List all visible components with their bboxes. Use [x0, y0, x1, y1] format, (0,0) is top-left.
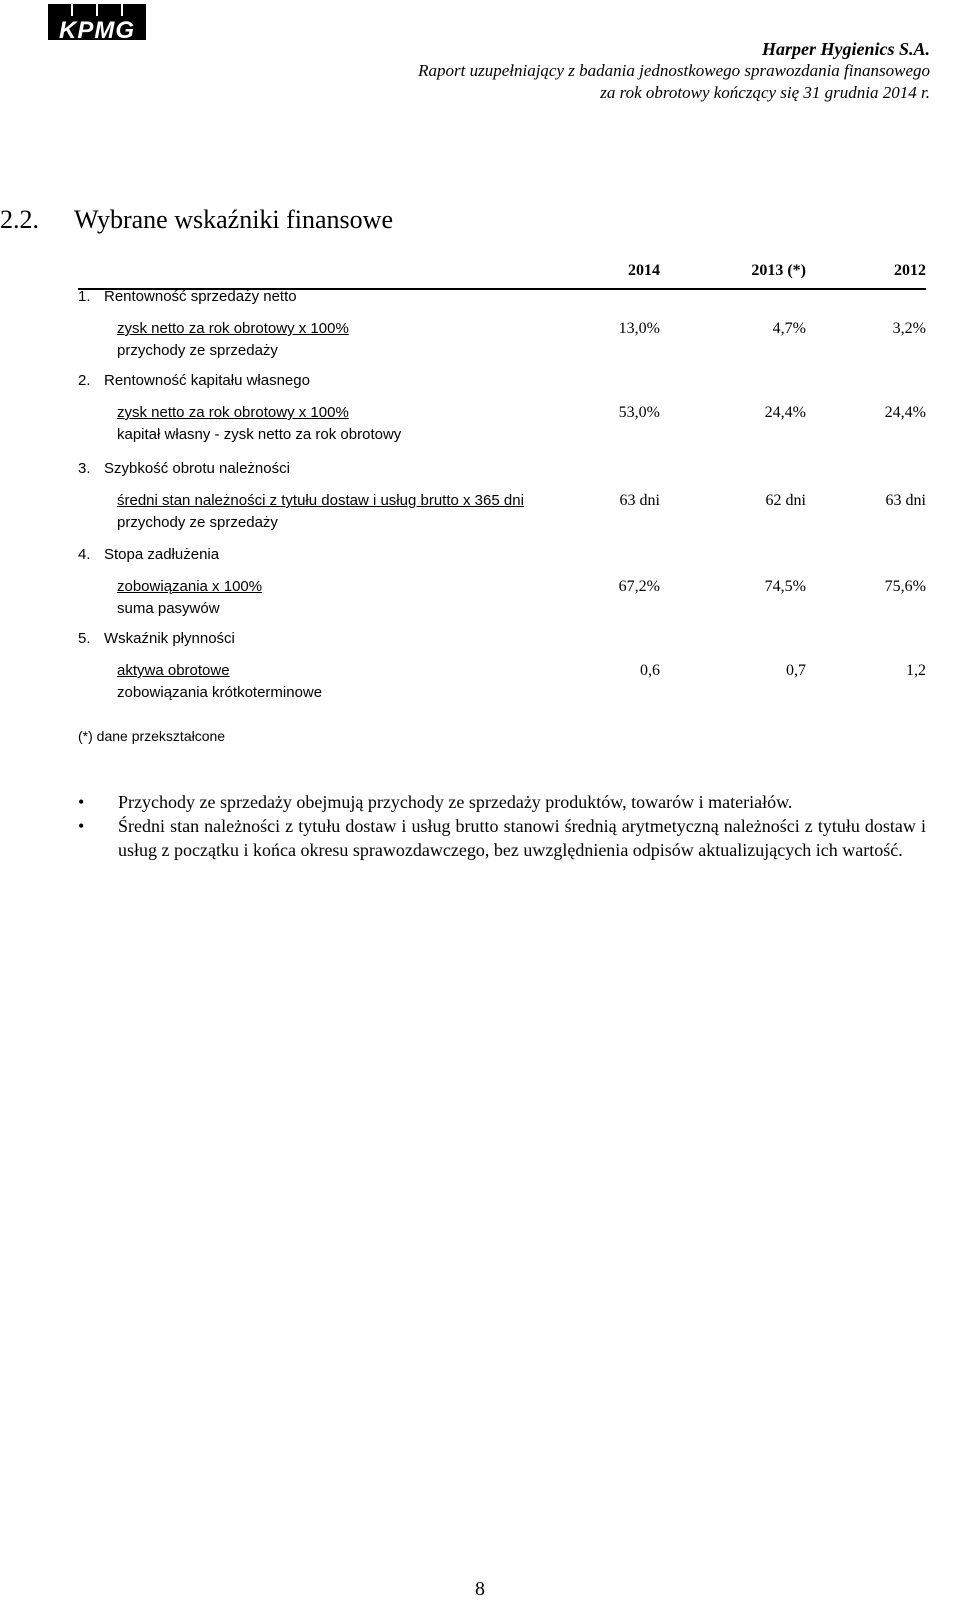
value-2013: 4,7%	[772, 320, 806, 337]
formula-denominator: suma pasywów	[117, 600, 220, 617]
company-name: Harper Hygienics S.A.	[761, 39, 930, 59]
bullet-text: Przychody ze sprzedaży obejmują przychody ze sprzedaży produktów, towarów i materiałów.	[118, 792, 793, 812]
ratio-number: 1.	[78, 288, 91, 305]
report-period: za rok obrotowy kończący się 31 grudnia 2014 r.	[600, 83, 930, 102]
ratio-values	[78, 662, 926, 684]
column-header-2012: 2012	[894, 262, 926, 279]
ratio-number: 4.	[78, 546, 91, 563]
value-2013: 74,5%	[764, 578, 806, 595]
ratio-name: Rentowność kapitału własnego	[104, 372, 310, 389]
ratio-name: Szybkość obrotu należności	[104, 460, 290, 477]
bullet-icon: •	[78, 792, 85, 812]
ratio-number: 3.	[78, 460, 91, 477]
value-2014: 0,6	[640, 662, 660, 679]
list-item	[78, 814, 926, 862]
bullet-text: Średni stan należności z tytułu dostaw i usług brutto stanowi średnią arytmetyczną należności z tytułu dostaw i usług z początku i końca okresu sprawozdawczego, bez uwzględnienia odpisów aktualizujących ich wartość.	[118, 816, 926, 860]
ratio-title	[78, 630, 235, 647]
formula-denominator: przychody ze sprzedaży	[117, 342, 278, 359]
value-2012: 3,2%	[892, 320, 926, 337]
list-item	[78, 790, 926, 814]
report-header	[418, 38, 930, 104]
page-number: 8	[475, 1578, 485, 1600]
value-2012: 24,4%	[884, 404, 926, 421]
logo-text: KPMG	[59, 17, 135, 40]
section-number: 2.2.	[0, 205, 39, 234]
ratio-values	[78, 320, 926, 342]
value-2013: 24,4%	[764, 404, 806, 421]
notes-list	[78, 790, 926, 862]
ratio-title	[78, 288, 297, 305]
formula-numerator: zysk netto za rok obrotowy x 100%	[117, 404, 349, 421]
formula-numerator: zobowiązania x 100%	[117, 578, 263, 595]
value-2013: 62 dni	[765, 492, 806, 509]
value-2013: 0,7	[786, 662, 806, 679]
value-2014: 13,0%	[618, 320, 660, 337]
section-heading	[0, 205, 393, 235]
value-2014: 53,0%	[618, 404, 660, 421]
ratio-number: 5.	[78, 630, 91, 647]
formula-numerator: aktywa obrotowe	[117, 662, 230, 679]
report-title: Raport uzupełniający z badania jednostkowego sprawozdania finansowego	[418, 61, 930, 80]
formula-numerator: średni stan należności z tytułu dostaw i usług brutto x 365 dni	[117, 492, 524, 509]
formula-denominator: zobowiązania krótkoterminowe	[117, 684, 323, 701]
ratio-title	[78, 546, 219, 563]
bullet-icon: •	[78, 816, 85, 836]
ratio-values	[78, 492, 926, 514]
formula-denominator: przychody ze sprzedaży	[117, 514, 278, 531]
ratio-values	[78, 404, 926, 426]
formula-denominator: kapitał własny - zysk netto za rok obrotowy	[117, 426, 402, 443]
ratio-values	[78, 578, 926, 600]
ratio-name: Wskaźnik płynności	[104, 630, 235, 647]
value-2014: 63 dni	[619, 492, 660, 509]
ratio-title	[78, 460, 290, 477]
ratio-name: Rentowność sprzedaży netto	[104, 288, 297, 305]
column-header-2013: 2013 (*)	[751, 262, 806, 279]
ratio-title	[78, 372, 310, 389]
value-2012: 75,6%	[884, 578, 926, 595]
kpmg-logo	[48, 4, 146, 40]
ratio-name: Stopa zadłużenia	[104, 546, 220, 563]
value-2014: 67,2%	[618, 578, 660, 595]
value-2012: 1,2	[906, 662, 926, 679]
table-header	[78, 262, 926, 290]
table-note: (*) dane przekształcone	[78, 728, 226, 744]
column-header-2014: 2014	[628, 262, 660, 279]
value-2012: 63 dni	[885, 492, 926, 509]
ratio-number: 2.	[78, 372, 91, 389]
formula-numerator: zysk netto za rok obrotowy x 100%	[117, 320, 349, 337]
section-title: Wybrane wskaźniki finansowe	[74, 205, 393, 234]
